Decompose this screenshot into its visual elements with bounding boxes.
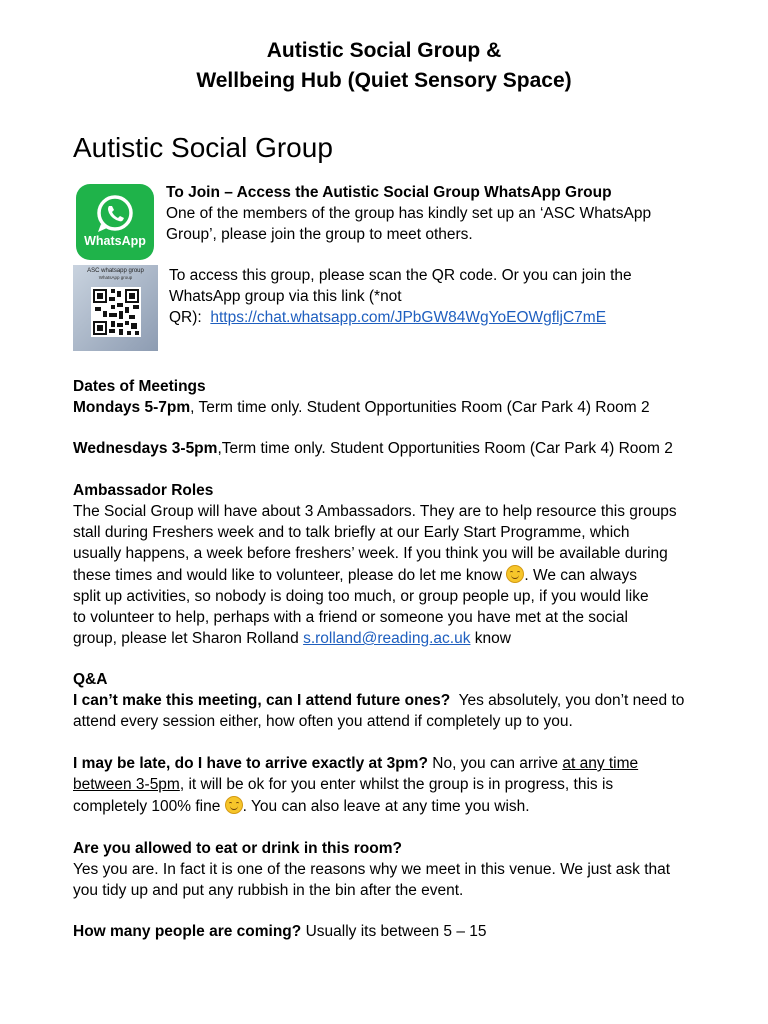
join-text-line1: One of the members of the group has kindly set up an ‘ASC WhatsApp: [166, 205, 652, 222]
meetings-heading: Dates of Meetings: [73, 378, 206, 395]
access-text-line3: [169, 307, 606, 328]
join-text-line2: Group’, please join the group to meet others.: [166, 226, 473, 243]
ambassador-line1: The Social Group will have about 3 Ambassadors. They are to help resource this groups: [73, 503, 677, 520]
monday-meeting: [73, 397, 650, 418]
access-text-line1: To access this group, please scan the QR code. Or you can join the: [169, 267, 632, 284]
ambassador-line3: usually happens, a week before freshers’ week. If you think you will be available during: [73, 545, 668, 562]
qa-answer2-underline1: at any time: [562, 755, 639, 772]
ambassador-line7-end: know: [474, 630, 511, 647]
join-heading: To Join – Access the Autistic Social Group WhatsApp Group: [166, 184, 612, 201]
qa-answer2-line3-start: completely 100% fine: [73, 798, 221, 815]
qa-item2-line3: [73, 796, 530, 817]
ambassador-line4: [73, 565, 637, 586]
whatsapp-logo-label: WhatsApp: [84, 234, 146, 248]
qa-answer2-middle: , it will be ok for you enter whilst the group is in progress, this is: [179, 776, 614, 793]
access-text-prefix: QR):: [169, 309, 202, 326]
qr-code-card[interactable]: [73, 265, 158, 351]
qa-question4: How many people are coming?: [73, 923, 302, 940]
wednesday-details: ,Term time only. Student Opportunities Room (Car Park 4) Room 2: [217, 440, 673, 457]
qa-answer3-line2: you tidy up and put any rubbish in the bin after the event.: [73, 882, 464, 899]
wednesday-time: Wednesdays 3-5pm: [73, 440, 218, 457]
qa-question3: Are you allowed to eat or drink in this room?: [73, 840, 402, 857]
qa-answer3-line1: Yes you are. In fact it is one of the reasons why we meet in this venue. We just ask that: [73, 861, 671, 878]
ambassador-line2: stall during Freshers week and to talk briefly at our Early Start Programme, which: [73, 524, 630, 541]
access-text-line2: WhatsApp group via this link (*not: [169, 288, 402, 305]
smiling-face-icon: [225, 796, 243, 814]
ambassador-line4-start: these times and would like to volunteer, please do let me know: [73, 567, 503, 584]
wednesday-meeting: [73, 438, 673, 459]
qr-card-subtitle: WhatsApp group: [98, 275, 133, 280]
email-link[interactable]: s.rolland@reading.ac.uk: [303, 630, 471, 647]
ambassador-line4-end: . We can always: [524, 567, 637, 584]
qa-item2-line1: [73, 753, 638, 774]
monday-details: , Term time only. Student Opportunities Room (Car Park 4) Room 2: [190, 399, 650, 416]
ambassador-line7: [73, 628, 511, 649]
qa-answer1-start: Yes absolutely, you don’t need to: [458, 692, 685, 709]
smiling-face-icon: [506, 565, 524, 583]
document-title-line2: Wellbeing Hub (Quiet Sensory Space): [196, 69, 572, 92]
qa-heading: Q&A: [73, 671, 108, 688]
qa-answer2-underline2: between 3-5pm: [73, 776, 180, 793]
qa-item4: [73, 921, 487, 942]
whatsapp-logo-icon: [76, 184, 154, 260]
qr-code-icon: [91, 287, 141, 337]
whatsapp-group-link[interactable]: https://chat.whatsapp.com/JPbGW84WgYoEOWgfljC7mE: [210, 309, 607, 326]
qa-answer4: Usually its between 5 – 15: [305, 923, 487, 940]
ambassador-line5: split up activities, so nobody is doing too much, or group people up, if you would like: [73, 588, 649, 605]
monday-time: Mondays 5-7pm: [73, 399, 191, 416]
ambassador-heading: Ambassador Roles: [73, 482, 214, 499]
qa-answer1-line2: attend every session either, how often you attend if completely up to you.: [73, 713, 573, 730]
qa-item1-line1: [73, 690, 684, 711]
qa-answer2-start: No, you can arrive: [432, 755, 559, 772]
document-title-line1: Autistic Social Group &: [266, 39, 502, 62]
qa-answer2-line3-end: . You can also leave at any time you wish.: [242, 798, 530, 815]
qr-card-title: ASC whatsapp group: [87, 268, 144, 274]
qa-question2: I may be late, do I have to arrive exactly at 3pm?: [73, 755, 428, 772]
ambassador-line7-start: group, please let Sharon Rolland: [73, 630, 299, 647]
qa-question1: I can’t make this meeting, can I attend future ones?: [73, 692, 451, 709]
qa-item2-line2: [73, 774, 613, 795]
section-heading: Autistic Social Group: [73, 132, 333, 163]
ambassador-line6: to volunteer to help, perhaps with a friend or someone you have met at the social: [73, 609, 628, 626]
